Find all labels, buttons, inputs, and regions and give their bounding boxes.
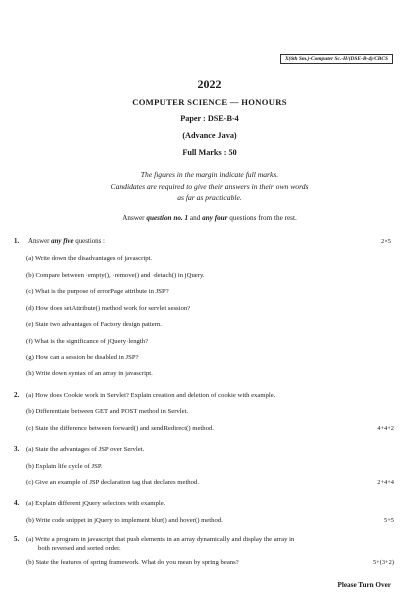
question-marks: 5+5 <box>384 517 394 524</box>
sub-question: (b) Compare between ·empty(), ·remove() and ·detach() in jQuery. <box>26 272 205 279</box>
question-marks: 4+4+2 <box>377 425 394 432</box>
sub-question: (a) Write down the disadvantages of javascript. <box>26 255 153 262</box>
answer-instruction <box>0 214 419 222</box>
answer-q1: question no. 1 <box>146 214 189 222</box>
answer-prefix: Answer <box>122 214 147 222</box>
answer-mid: and <box>188 214 203 222</box>
instruction-line-2: Candidates are required to give their answers in their own words <box>110 182 309 191</box>
question-marks: 2×5 <box>381 238 391 245</box>
course-name: (Advance Java) <box>182 131 237 140</box>
sub-question: (b) Explain life cycle of JSP. <box>26 463 103 470</box>
sub-question: (b) Write code snippet in jQuery to implement blur() and hover() method. <box>26 517 223 524</box>
prompt-suffix: questions : <box>73 238 105 245</box>
full-marks: Full Marks : 50 <box>182 148 237 157</box>
sub-question: (g) How can a session be disabled in JSP? <box>26 354 139 361</box>
sub-question-continuation: both reversed and sorted order. <box>38 545 121 552</box>
question-marks: 2+4+4 <box>377 479 394 486</box>
sub-question: (c) Give an example of JSP declaration tag that declares method. <box>26 479 200 486</box>
sub-question: (c) State the difference between forward() and sendRedirect() method. <box>26 425 214 432</box>
question-number: 5. <box>14 536 20 543</box>
sub-question: (e) State two advantages of Factory design pattern. <box>26 321 162 328</box>
sub-question: (d) How does setAttribute() method work for servlet session? <box>26 305 191 312</box>
sub-question: (f) What is the significance of jQuery·length? <box>26 338 149 345</box>
sub-question: (a) Write a program in javascript that push elements in an array dynamically and display the array in <box>26 536 295 543</box>
question-number: 2. <box>14 392 20 399</box>
answer-suffix: questions from the rest. <box>227 214 297 222</box>
question-number: 3. <box>14 446 20 453</box>
sub-question: (b) Differentiate between GET and POST method in Servlet. <box>26 408 189 415</box>
paper-code-box: X(6th Sm.)-Computer Sc.-H/(DSE-B-4)/CBCS <box>280 54 393 64</box>
instruction-line-3: as far as practicable. <box>177 193 242 202</box>
sub-question: (a) State the advantages of JSP over Servlet. <box>26 446 145 453</box>
subject-title: COMPUTER SCIENCE — HONOURS <box>132 97 287 107</box>
sub-question: (a) How does Cookie work in Servlet? Explain creation and deletion of cookie with example. <box>26 392 276 399</box>
sub-question: (c) What is the purpose of errorPage attribute in JSP? <box>26 288 169 295</box>
please-turn-over: Please Turn Over <box>337 581 391 589</box>
answer-any: any four <box>202 214 228 222</box>
prompt-prefix: Answer <box>28 238 52 245</box>
sub-question: (a) Explain different jQuery selectors with example. <box>26 500 166 507</box>
prompt-emphasis: any five <box>51 238 74 245</box>
question-number: 4. <box>14 500 20 507</box>
sub-question: (h) Write down syntax of an array in javascript. <box>26 370 153 377</box>
exam-year: 2022 <box>197 77 222 91</box>
question-marks: 5+(3+2) <box>372 559 394 566</box>
sub-question: (b) State the features of spring framework. What do you mean by spring beans? <box>26 559 239 566</box>
question-number: 1. <box>14 238 20 245</box>
question-prompt <box>28 238 105 245</box>
paper-code: Paper : DSE-B-4 <box>180 114 239 123</box>
instruction-line-1: The figures in the margin indicate full marks. <box>140 170 279 179</box>
